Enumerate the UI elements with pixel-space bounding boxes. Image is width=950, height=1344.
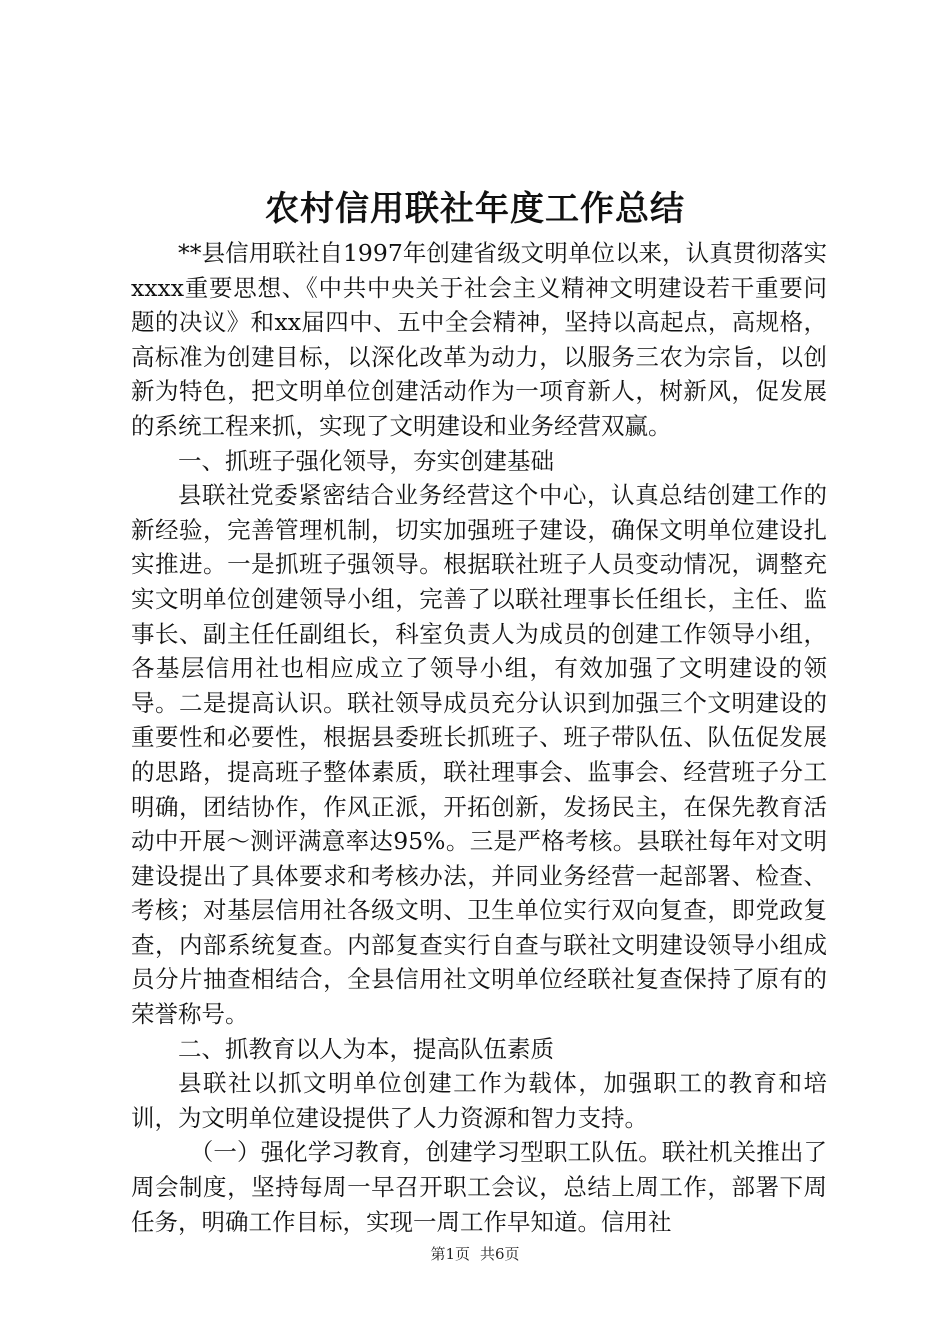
- section-heading-2: 二、抓教育以人为本，提高队伍素质: [178, 1034, 554, 1063]
- section-heading-1: 一、抓班子强化领导，夯实创建基础: [178, 446, 554, 475]
- paragraph-subsection-1: （一）强化学习教育，创建学习型职工队伍。联社机关推出了周会制度，坚持每周一早召开职工会议，总结上周工作，部署下周任务，明确工作目标，实现一周工作早知道。信用社: [131, 1138, 827, 1236]
- page-number: 第1页: [430, 1245, 470, 1263]
- paragraph-section-1: 县联社党委紧密结合业务经营这个中心，认真总结创建工作的新经验，完善管理机制，切实加强班子建设，确保文明单位建设扎实推进。一是抓班子强领导。根据联社班子人员变动情况，调整充实文明单位创建领导小组，完善了以联社理事长任组长，主任、监事长、副主任任副组长，科室负责人为成员的创建工作领导小组，各基层信用社也相应成立了领导小组，有效加强了文明建设的领导。二是提高认识。联社领导成员充分认识到加强三个文明建设的重要性和必要性，根据县委班长抓班子、班子带队伍、队伍促发展的思路，提高班子整体素质，联社理事会、监事会、经营班子分工明确，团结协作，作风正派，开拓创新，发扬民主，在保先教育活动中开展～测评满意率达95%。三是严格考核。县联社每年对文明建设提出了具体要求和考核办法，并同业务经营一起部署、检查、考核；对基层信用社各级文明、卫生单位实行双向复查，即党政复查，内部系统复查。内部复查实行自查与联社文明建设领导小组成员分片抽查相结合，全县信用社文明单位经联社复查保持了原有的荣誉称号。: [131, 481, 827, 1029]
- paragraph-intro: **县信用联社自1997年创建省级文明单位以来，认真贯彻落实xxxx重要思想、《中共中央关于社会主义精神文明建设若干重要问题的决议》和xx届四中、五中全会精神，坚持以高起点，高规格，高标准为创建目标，以深化改革为动力，以服务三农为宗旨，以创新为特色，把文明单位创建活动作为一项育新人，树新风，促发展的系统工程来抓，实现了文明建设和业务经营双赢。: [131, 239, 827, 440]
- page-total: 共6页: [480, 1245, 520, 1263]
- paragraph-section-2: 县联社以抓文明单位创建工作为载体，加强职工的教育和培训，为文明单位建设提供了人力资源和智力支持。: [131, 1069, 827, 1132]
- document-title: 农村信用联社年度工作总结: [265, 189, 685, 229]
- page-footer: [0, 1244, 950, 1264]
- document-body: [131, 236, 827, 1239]
